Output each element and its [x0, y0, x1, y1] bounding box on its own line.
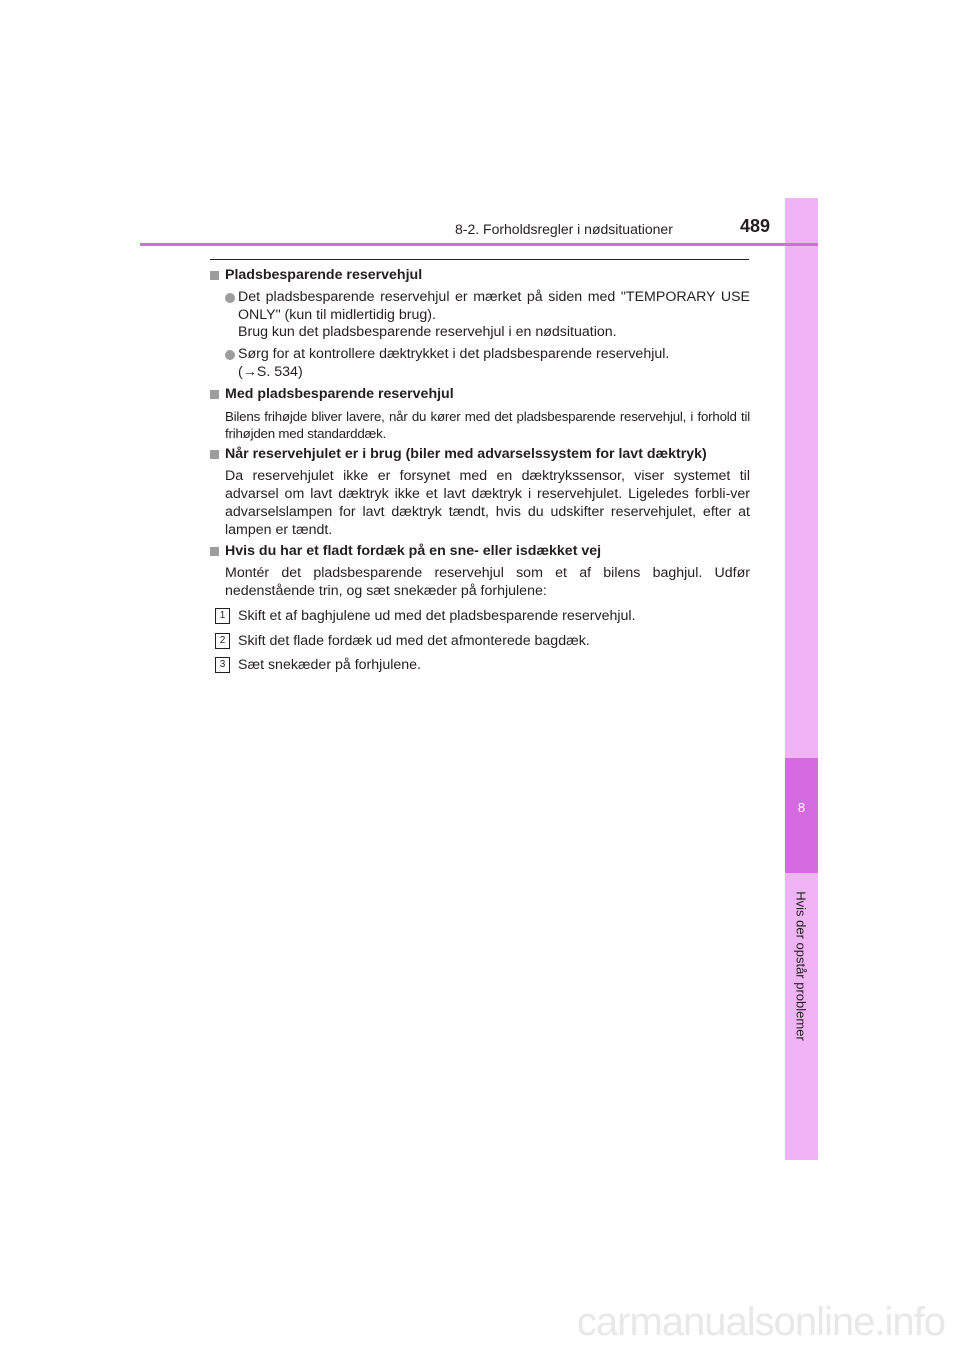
step-item: 3 Sæt snekæder på forhjulene. [210, 657, 750, 675]
step-number: 2 [215, 633, 230, 649]
page-number: 489 [740, 216, 771, 236]
section-heading: Med pladsbesparende reservehjul [210, 386, 750, 404]
section-heading: Når reservehjulet er i brug (biler med advarselssystem for lavt dæktryk) [210, 446, 750, 464]
watermark: carmanualsonline.info [576, 1300, 945, 1344]
chapter-number: 8 [797, 800, 806, 815]
section-heading: Hvis du har et fladt fordæk på en sne- eller isdækket vej [210, 543, 750, 561]
square-bullet-icon [210, 390, 219, 399]
bullet-item: Sørg for at kontrollere dæktrykket i det pladsbesparende reservehjul. (→S. 534) [210, 346, 750, 382]
section-text: Bilens frihøjde bliver lavere, når du kører med det pladsbesparende reservehjul, i forhold til frihøjden med standarddæk. [225, 408, 750, 441]
header-divider [140, 243, 818, 246]
section-title: 8-2. Forholdsregler i nødsituationer [455, 221, 673, 237]
step-number: 1 [215, 608, 230, 624]
square-bullet-icon [210, 271, 219, 280]
circle-bullet-icon [225, 350, 235, 360]
content-rule [210, 259, 749, 260]
section-heading: Pladsbesparende reservehjul [210, 267, 750, 285]
bullet-item: Det pladsbesparende reservehjul er mærket på siden med "TEMPORARY USE ONLY" (kun til midlertidig brug). Brug kun det pladsbesparende reservehjul i en nødsituation. [210, 289, 750, 342]
square-bullet-icon [210, 547, 219, 556]
chapter-title: Hvis der opstår problemer [793, 891, 809, 1041]
chapter-tab [785, 758, 818, 873]
section-text: Da reservehjulet ikke er forsynet med en dæktrykssensor, viser systemet til advarsel om lavt dæktryk ikke et lavt dæktryk i reservehjulet. Ligeledes forbli-ver advarselslampen for lavt dæktryk tændt, hvis du udskifter reservehjulet, efter at lampen er tændt. [225, 468, 750, 538]
circle-bullet-icon [225, 293, 235, 303]
page-content [210, 263, 750, 675]
step-item: 2 Skift det flade fordæk ud med det afmonterede bagdæk. [210, 633, 750, 651]
square-bullet-icon [210, 450, 219, 459]
section-text: Montér det pladsbesparende reservehjul som et af bilens baghjul. Udfør nedenstående trin, og sæt snekæder på forhjulene: [225, 565, 750, 599]
step-number: 3 [215, 657, 230, 673]
step-item: 1 Skift et af baghjulene ud med det pladsbesparende reservehjul. [210, 608, 750, 626]
arrow-icon: → [242, 363, 257, 380]
